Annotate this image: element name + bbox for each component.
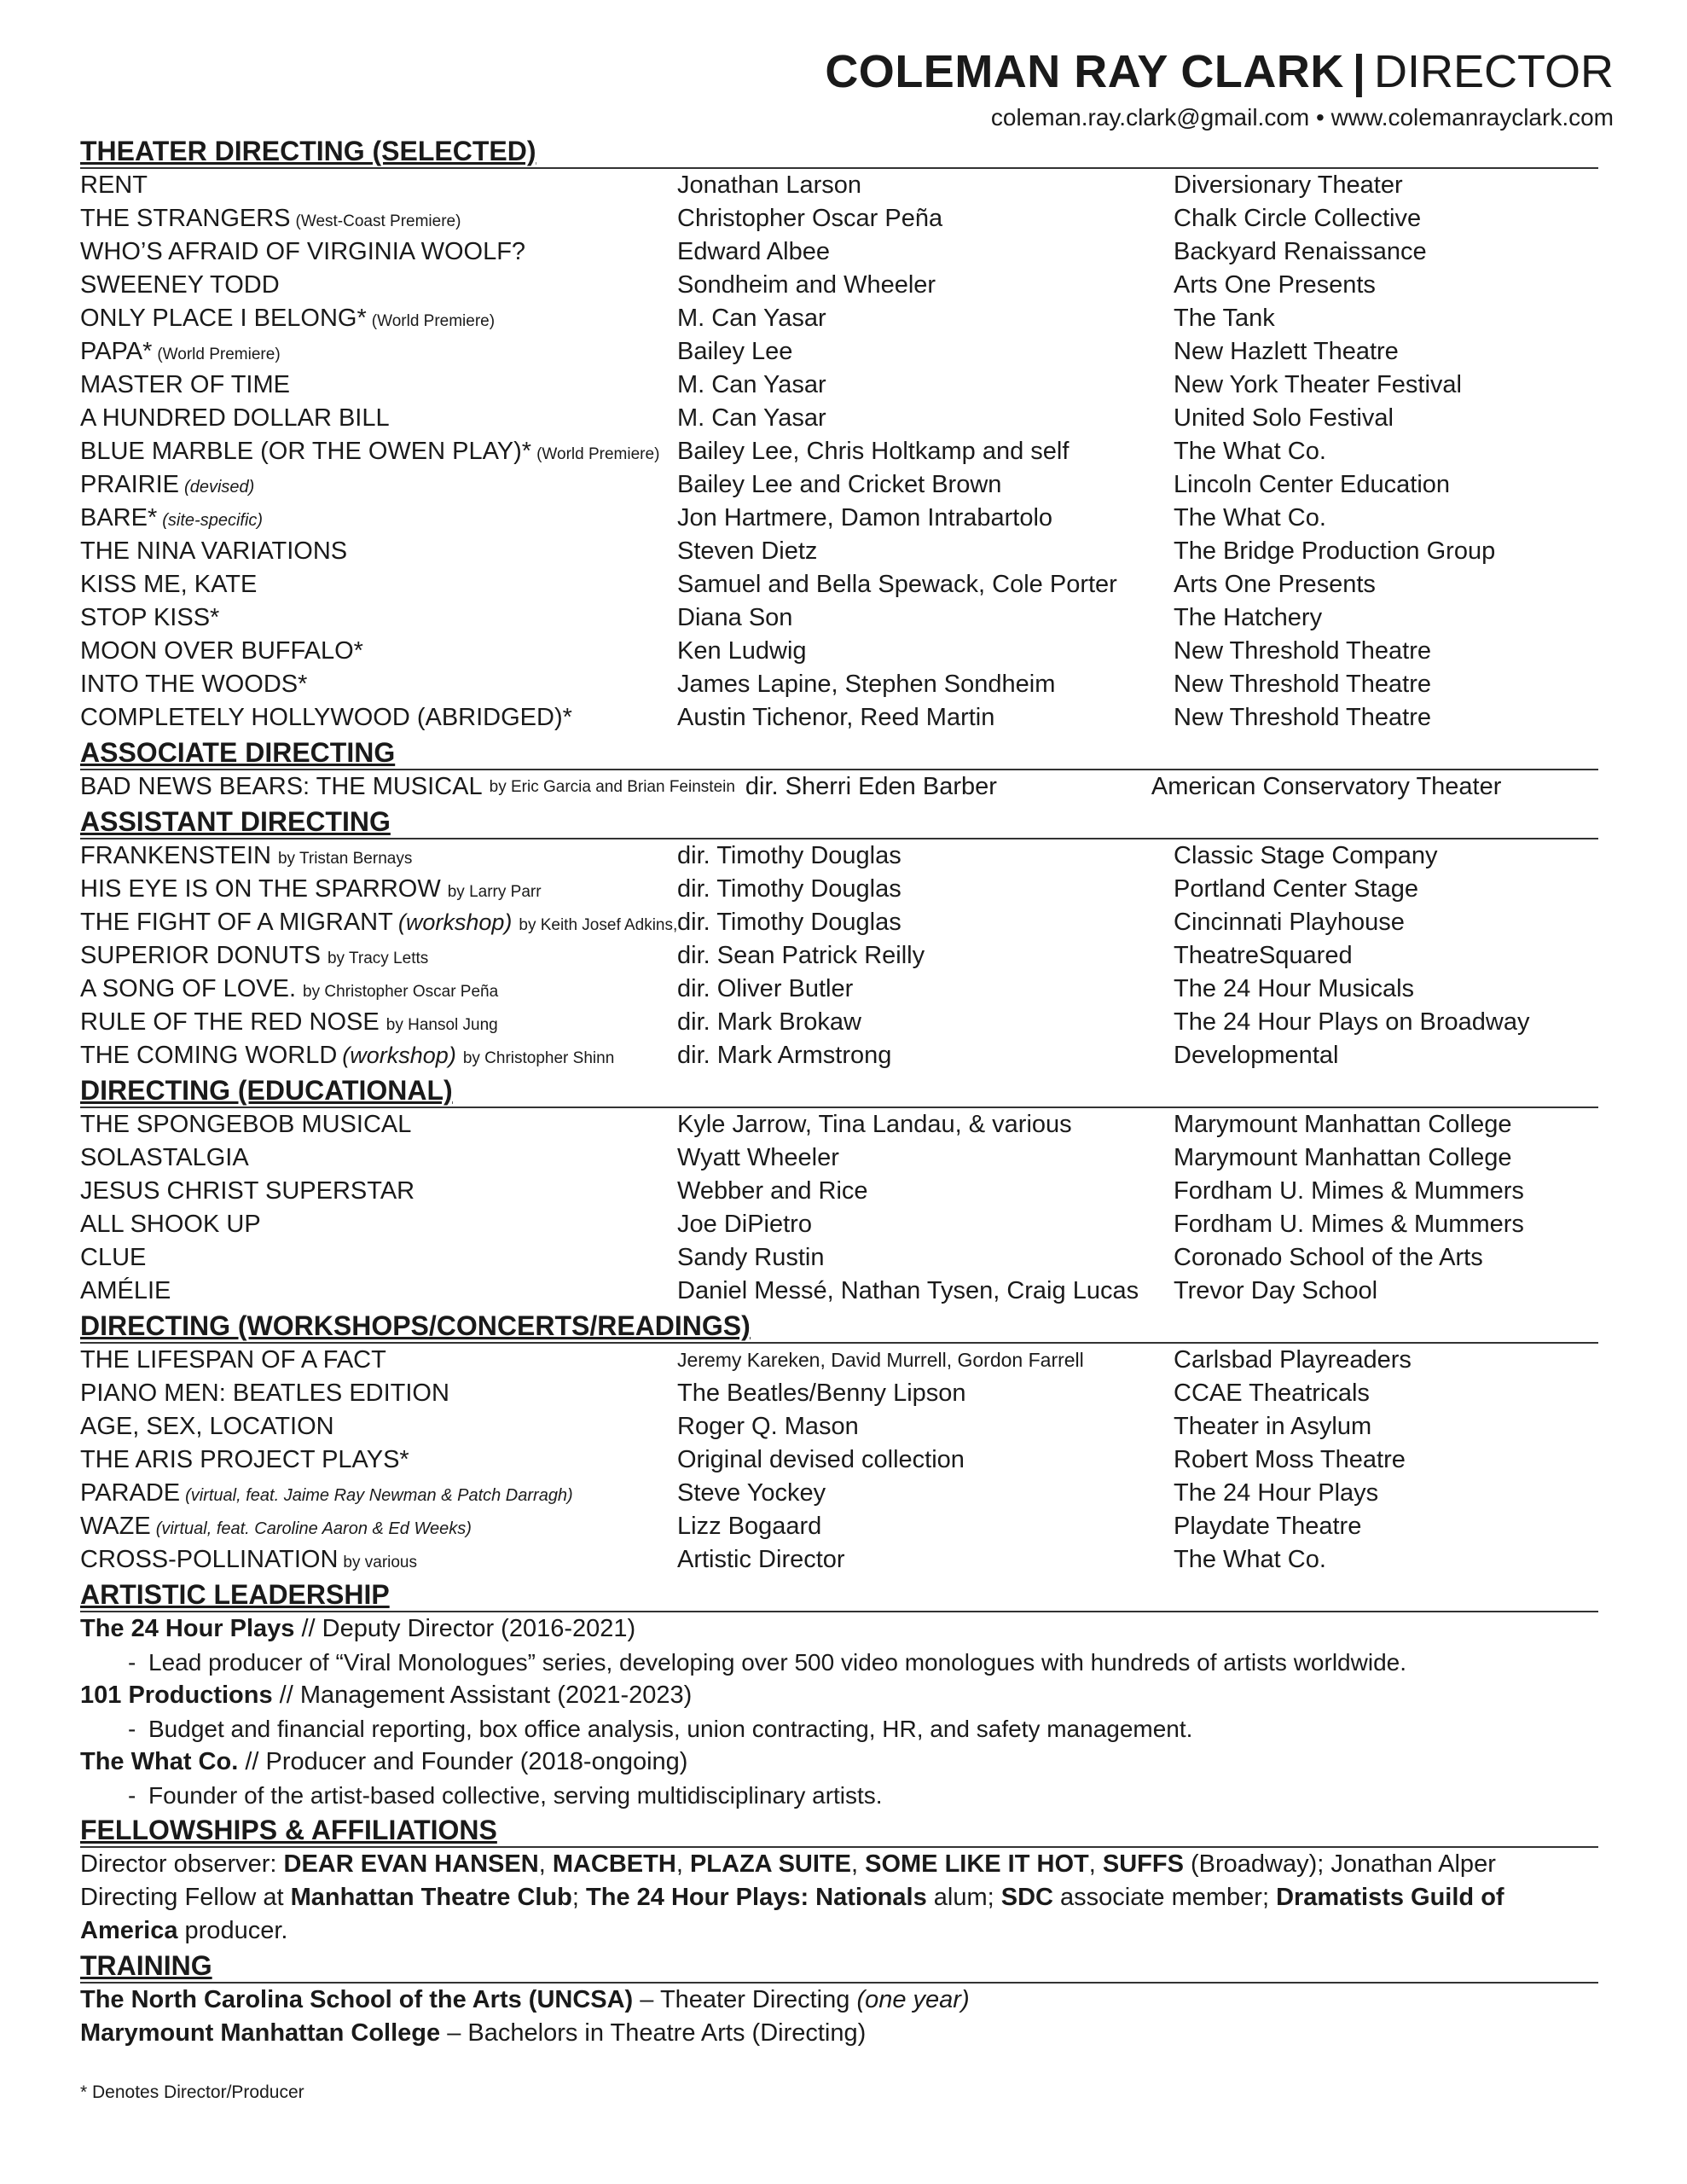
- credit-row: [80, 668, 1598, 701]
- credit-title-cell: [80, 1546, 677, 1574]
- credit-venue: Classic Stage Company: [1174, 842, 1438, 869]
- credit-title-cell: [80, 704, 677, 732]
- credit-venue: Trevor Day School: [1174, 1277, 1378, 1304]
- credit-title: THE ARIS PROJECT PLAYS*: [80, 1446, 409, 1473]
- credit-title: CROSS-POLLINATION: [80, 1546, 339, 1573]
- bullet-dash: -: [128, 1716, 136, 1742]
- credit-author: Jeremy Kareken, David Murrell, Gordon Farrell: [677, 1349, 1084, 1371]
- credit-note: (virtual, feat. Caroline Aaron & Ed Weeks): [155, 1519, 472, 1538]
- section-title-associate-directing: ASSOCIATE DIRECTING: [80, 736, 1598, 770]
- credit-title-cell: [80, 338, 677, 366]
- workshops-list: [80, 1344, 1598, 1577]
- credit-row: [80, 701, 1598, 735]
- credit-title: COMPLETELY HOLLYWOOD (ABRIDGED)*: [80, 704, 572, 731]
- leadership-role: [80, 1612, 1598, 1646]
- section-title-workshops: DIRECTING (WORKSHOPS/CONCERTS/READINGS): [80, 1310, 1598, 1344]
- credit-title: THE COMING WORLD: [80, 1042, 338, 1069]
- credit-row: [80, 568, 1598, 601]
- credit-author: Bailey Lee: [677, 338, 793, 365]
- credit-note: by various: [343, 1554, 418, 1571]
- credit-title-cell: [80, 571, 677, 599]
- credit-director: dir. Sherri Eden Barber: [745, 773, 997, 800]
- credit-venue: Arts One Presents: [1174, 571, 1376, 598]
- credit-venue: Marymount Manhattan College: [1174, 1111, 1512, 1138]
- credit-title-cell: [80, 1042, 677, 1070]
- credit-author: Roger Q. Mason: [677, 1413, 859, 1440]
- credit-row: [80, 601, 1598, 635]
- credit-row: [80, 1477, 1598, 1510]
- credit-note: (World Premiere): [157, 346, 281, 363]
- credit-title: THE LIFESPAN OF A FACT: [80, 1346, 386, 1374]
- leadership-bullet: [80, 1779, 1598, 1812]
- fellowship-text: ,: [675, 1850, 690, 1878]
- credit-author: Edward Albee: [677, 238, 830, 265]
- credit-title: INTO THE WOODS*: [80, 671, 308, 698]
- credit-title: HIS EYE IS ON THE SPARROW: [80, 875, 441, 903]
- credit-title-cell: [80, 271, 677, 299]
- credit-row: [80, 535, 1598, 568]
- resume-page: [80, 44, 1614, 2103]
- assistant-directing-list: [80, 839, 1598, 1072]
- training-list: [80, 1984, 1598, 2050]
- fellowship-text: producer.: [177, 1917, 288, 1944]
- credit-format: (workshop): [342, 1043, 456, 1068]
- credit-title: FRANKENSTEIN: [80, 842, 271, 869]
- credit-venue: United Solo Festival: [1174, 404, 1394, 432]
- credit-title-cell: [80, 305, 677, 333]
- leadership-bullet-text: Budget and financial reporting, box office analysis, union contracting, HR, and safety management.: [148, 1716, 1193, 1742]
- credit-venue: Theater in Asylum: [1174, 1413, 1372, 1440]
- credit-row: [80, 873, 1598, 906]
- credit-title-cell: [80, 238, 677, 266]
- credit-row: [80, 635, 1598, 668]
- credit-venue: Playdate Theatre: [1174, 1513, 1362, 1540]
- credit-row: [80, 235, 1598, 269]
- credit-note: (virtual, feat. Jaime Ray Newman & Patch Darragh): [185, 1486, 573, 1505]
- credit-title: BLUE MARBLE (OR THE OWEN PLAY)*: [80, 438, 532, 465]
- credit-venue: Carlsbad Playreaders: [1174, 1346, 1412, 1374]
- credit-author: Bailey Lee and Cricket Brown: [677, 471, 1002, 498]
- footnote: * Denotes Director/Producer: [80, 2082, 304, 2102]
- credit-author: Diana Son: [677, 604, 793, 631]
- credit-venue: Cincinnati Playhouse: [1174, 909, 1405, 936]
- credit-row: [80, 1006, 1598, 1039]
- credit-note: (World Premiere): [371, 312, 496, 330]
- credit-author: Kyle Jarrow, Tina Landau, & various: [677, 1111, 1072, 1138]
- credit-note: (West-Coast Premiere): [295, 212, 461, 230]
- credit-title-cell: [80, 909, 677, 937]
- credit-title: RENT: [80, 171, 148, 199]
- credit-row: [80, 1275, 1598, 1308]
- credit-title: ONLY PLACE I BELONG*: [80, 305, 367, 332]
- credit-title-cell: [80, 371, 677, 399]
- credit-title: MASTER OF TIME: [80, 371, 290, 398]
- credit-author: Sondheim and Wheeler: [677, 271, 936, 299]
- credit-title-cell: [80, 438, 677, 466]
- credit-venue: Arts One Presents: [1174, 271, 1376, 299]
- credit-author: Austin Tichenor, Reed Martin: [677, 704, 995, 731]
- training-duration: (one year): [856, 1986, 970, 2013]
- credit-title-cell: [80, 942, 677, 970]
- fellowship-text: (Broadway); Jonathan Alper Directing Fellow at: [80, 1850, 1496, 1911]
- training-item: [80, 1984, 1598, 2017]
- credit-row: [80, 906, 1598, 939]
- credit-venue: Lincoln Center Education: [1174, 471, 1451, 498]
- credit-title-cell: [80, 1346, 677, 1374]
- credit-author-note: by Hansol Jung: [386, 1016, 498, 1034]
- credit-venue: The Hatchery: [1174, 604, 1323, 631]
- credit-venue: New York Theater Festival: [1174, 371, 1462, 398]
- resume-header: [80, 44, 1614, 133]
- credit-author-note: by Larry Parr: [447, 883, 542, 901]
- credit-author: Daniel Messé, Nathan Tysen, Craig Lucas: [677, 1277, 1139, 1304]
- fellowships-paragraph: [80, 1848, 1598, 1948]
- leadership-role: [80, 1745, 1598, 1779]
- credit-venue: New Threshold Theatre: [1174, 704, 1431, 731]
- credit-title-cell: [80, 875, 677, 903]
- credit-venue: Fordham U. Mimes & Mummers: [1174, 1177, 1524, 1205]
- fellowship-text: ,: [1088, 1850, 1103, 1878]
- leadership-org: 101 Productions: [80, 1682, 273, 1709]
- educational-directing-list: [80, 1108, 1598, 1308]
- leadership-title: // Deputy Director (2016-2021): [294, 1615, 636, 1642]
- credit-title-cell: [80, 1008, 677, 1037]
- credit-title-cell: [80, 471, 677, 499]
- credit-author: M. Can Yasar: [677, 404, 826, 432]
- credit-venue: The What Co.: [1174, 1546, 1326, 1573]
- credit-title: PARADE: [80, 1479, 181, 1507]
- credit-row: [80, 1443, 1598, 1477]
- credit-author: M. Can Yasar: [677, 305, 826, 332]
- credit-title: KISS ME, KATE: [80, 571, 258, 598]
- credit-director: dir. Mark Brokaw: [677, 1008, 861, 1036]
- credit-venue: The 24 Hour Plays: [1174, 1479, 1379, 1507]
- credit-row: [80, 1141, 1598, 1175]
- credit-venue: Coronado School of the Arts: [1174, 1244, 1483, 1271]
- credit-title-cell: [80, 604, 677, 632]
- credit-venue: The What Co.: [1174, 438, 1326, 465]
- credit-row: [80, 302, 1598, 335]
- leadership-org: The 24 Hour Plays: [80, 1615, 295, 1642]
- fellowship-highlight: PLAZA SUITE: [689, 1850, 851, 1878]
- credit-note: (site-specific): [162, 511, 264, 530]
- credit-title-cell: [80, 537, 677, 566]
- credit-author: Sandy Rustin: [677, 1244, 825, 1271]
- leadership-role: [80, 1679, 1598, 1712]
- credit-note: (devised): [184, 478, 255, 497]
- credit-author: Wyatt Wheeler: [677, 1144, 839, 1171]
- credit-title: MOON OVER BUFFALO*: [80, 637, 363, 665]
- credit-title: RULE OF THE RED NOSE: [80, 1008, 380, 1036]
- credit-title: SOLASTALGIA: [80, 1144, 249, 1171]
- credit-row: [80, 269, 1598, 302]
- fellowship-text: ,: [538, 1850, 553, 1878]
- credit-venue: The 24 Hour Musicals: [1174, 975, 1415, 1002]
- credit-venue: Diversionary Theater: [1174, 171, 1403, 199]
- credit-format: (workshop): [397, 909, 513, 935]
- fellowship-highlight: The 24 Hour Plays: Nationals: [586, 1884, 927, 1911]
- credit-row: [80, 402, 1598, 435]
- credit-row: [80, 502, 1598, 535]
- credit-venue: New Threshold Theatre: [1174, 671, 1431, 698]
- credit-row: [80, 202, 1598, 235]
- credit-title-cell: [80, 1380, 677, 1408]
- credit-author: Original devised collection: [677, 1446, 965, 1473]
- credit-title-cell: [80, 975, 677, 1003]
- credit-row: [80, 1510, 1598, 1543]
- credit-row: [80, 1543, 1598, 1577]
- fellowship-text: alum;: [926, 1884, 1001, 1911]
- credit-venue: Marymount Manhattan College: [1174, 1144, 1512, 1171]
- credit-author-note: by Christopher Oscar Peña: [303, 983, 499, 1001]
- credit-venue: Portland Center Stage: [1174, 875, 1418, 903]
- credit-author-note: by Eric Garcia and Brian Feinstein: [489, 777, 735, 796]
- credit-author: Jon Hartmere, Damon Intrabartolo: [677, 504, 1053, 531]
- fellowship-text: associate member;: [1052, 1884, 1277, 1911]
- credit-row: [80, 973, 1598, 1006]
- credit-venue: Fordham U. Mimes & Mummers: [1174, 1211, 1524, 1238]
- credit-director: dir. Oliver Butler: [677, 975, 854, 1002]
- credit-title-cell: [80, 404, 677, 433]
- leadership-bullet-text: Founder of the artist-based collective, serving multidisciplinary artists.: [148, 1782, 883, 1809]
- credit-venue: American Conservatory Theater: [1151, 773, 1502, 800]
- bullet-dash: -: [128, 1649, 136, 1676]
- credit-title-cell: [80, 1413, 677, 1441]
- credit-title-cell: [80, 205, 677, 233]
- credit-title: PAPA*: [80, 338, 153, 365]
- leadership-bullet: [80, 1646, 1598, 1679]
- credit-venue: The 24 Hour Plays on Broadway: [1174, 1008, 1530, 1036]
- fellowship-highlight: DEAR EVAN HANSEN: [283, 1850, 539, 1878]
- credit-author-note: by Christopher Shinn: [462, 1049, 615, 1067]
- credit-author: Joe DiPietro: [677, 1211, 812, 1238]
- credit-row: [80, 1175, 1598, 1208]
- credit-venue: The What Co.: [1174, 504, 1326, 531]
- associate-row: [80, 770, 1598, 804]
- credit-venue: Developmental: [1174, 1042, 1339, 1069]
- credit-row: [80, 939, 1598, 973]
- credit-title: THE FIGHT OF A MIGRANT: [80, 909, 393, 936]
- fellowship-text: Director observer:: [80, 1850, 284, 1878]
- credit-title: THE STRANGERS: [80, 205, 291, 232]
- name-line: [80, 44, 1614, 99]
- fellowship-highlight: SDC: [1000, 1884, 1053, 1911]
- credit-author: Steve Yockey: [677, 1479, 826, 1507]
- section-title-educational-directing: DIRECTING (EDUCATIONAL): [80, 1074, 1598, 1108]
- credit-title: A HUNDRED DOLLAR BILL: [80, 404, 390, 432]
- training-detail: – Theater Directing: [633, 1986, 857, 2013]
- credit-row: [80, 1208, 1598, 1241]
- credit-author-note: by Tristan Bernays: [277, 850, 413, 868]
- fellowship-text: ;: [571, 1884, 587, 1911]
- leadership-bullet-text: Lead producer of “Viral Monologues” series, developing over 500 video monologues with hundreds of artists worldwide.: [148, 1649, 1406, 1676]
- credit-title-cell: [80, 671, 677, 699]
- credit-row: [80, 1377, 1598, 1410]
- theater-directing-list: [80, 169, 1598, 735]
- credit-row: [80, 1039, 1598, 1072]
- credit-title: JESUS CHRIST SUPERSTAR: [80, 1177, 415, 1205]
- credit-title: BARE*: [80, 504, 158, 531]
- credit-title-cell: [80, 842, 677, 870]
- credit-author: Steven Dietz: [677, 537, 818, 565]
- credit-row: [80, 468, 1598, 502]
- credit-title: AMÉLIE: [80, 1277, 171, 1304]
- bullet-dash: -: [128, 1782, 136, 1809]
- credit-director: dir. Timothy Douglas: [677, 875, 901, 903]
- credit-director: dir. Timothy Douglas: [677, 909, 901, 936]
- fellowship-highlight: SOME LIKE IT HOT: [865, 1850, 1089, 1878]
- credit-author: The Beatles/Benny Lipson: [677, 1380, 966, 1407]
- credit-author: Jonathan Larson: [677, 171, 862, 199]
- credit-title: STOP KISS*: [80, 604, 220, 631]
- credit-row: [80, 369, 1598, 402]
- credit-venue: Robert Moss Theatre: [1174, 1446, 1406, 1473]
- credit-venue: The Tank: [1174, 305, 1275, 332]
- credit-title: SUPERIOR DONUTS: [80, 942, 321, 969]
- credit-author-note: by Tracy Letts: [327, 950, 429, 967]
- credit-title: WAZE: [80, 1513, 151, 1540]
- credit-row: [80, 839, 1598, 873]
- section-title-artistic-leadership: ARTISTIC LEADERSHIP: [80, 1578, 1598, 1612]
- fellowship-highlight: Dramatists Guild of America: [80, 1884, 1504, 1944]
- credit-venue: The Bridge Production Group: [1174, 537, 1496, 565]
- leadership-org: The What Co.: [80, 1748, 239, 1775]
- credit-venue: Backyard Renaissance: [1174, 238, 1427, 265]
- credit-author: Christopher Oscar Peña: [677, 205, 943, 232]
- credit-title: WHO’S AFRAID OF VIRGINIA WOOLF?: [80, 238, 526, 265]
- credit-venue: TheatreSquared: [1174, 942, 1353, 969]
- credit-title: BAD NEWS BEARS: THE MUSICAL: [80, 773, 483, 800]
- credit-row: [80, 1344, 1598, 1377]
- credit-title: PRAIRIE: [80, 471, 180, 498]
- credit-title: A SONG OF LOVE.: [80, 975, 297, 1002]
- credit-author: Lizz Bogaard: [677, 1513, 822, 1540]
- leadership-bullet: [80, 1712, 1598, 1745]
- credit-author: Bailey Lee, Chris Holtkamp and self: [677, 438, 1070, 465]
- credit-row: [80, 1410, 1598, 1443]
- fellowship-highlight: MACBETH: [552, 1850, 676, 1878]
- section-title-training: TRAINING: [80, 1949, 1598, 1984]
- credit-title: PIANO MEN: BEATLES EDITION: [80, 1380, 449, 1407]
- credit-row: [80, 1108, 1598, 1141]
- credit-title: ALL SHOOK UP: [80, 1211, 261, 1238]
- credit-author: Artistic Director: [677, 1546, 845, 1573]
- credit-title-cell: [80, 171, 677, 200]
- leadership-list: [80, 1612, 1598, 1812]
- leadership-title: // Management Assistant (2021-2023): [272, 1682, 693, 1709]
- credit-note: (World Premiere): [536, 445, 660, 463]
- section-title-fellowships: FELLOWSHIPS & AFFILIATIONS: [80, 1814, 1598, 1848]
- credit-director: dir. Mark Armstrong: [677, 1042, 892, 1069]
- training-school: Marymount Manhattan College: [80, 2019, 441, 2047]
- credit-title-cell: [80, 1446, 677, 1474]
- credit-title-cell: [80, 1513, 677, 1541]
- credit-row: [80, 435, 1598, 468]
- name-separator: |: [1352, 46, 1365, 97]
- credit-director: dir. Timothy Douglas: [677, 842, 901, 869]
- credit-title: THE NINA VARIATIONS: [80, 537, 348, 565]
- fellowship-text: ,: [850, 1850, 866, 1878]
- training-school: The North Carolina School of the Arts (UNCSA): [80, 1986, 634, 2013]
- credit-author-note: by Keith Josef Adkins,: [519, 916, 678, 934]
- credit-author: M. Can Yasar: [677, 371, 826, 398]
- section-title-theater-directing: THEATER DIRECTING (SELECTED): [80, 135, 1598, 169]
- credit-title-cell: [80, 504, 677, 532]
- credit-author: Ken Ludwig: [677, 637, 807, 665]
- person-role: DIRECTOR: [1373, 46, 1614, 97]
- credit-title: SWEENEY TODD: [80, 271, 280, 299]
- credit-title: THE SPONGEBOB MUSICAL: [80, 1111, 412, 1138]
- credit-row: [80, 1241, 1598, 1275]
- section-title-assistant-directing: ASSISTANT DIRECTING: [80, 805, 1598, 839]
- credit-author: Webber and Rice: [677, 1177, 868, 1205]
- credit-title-cell: [80, 637, 677, 665]
- credit-row: [80, 335, 1598, 369]
- training-detail: – Bachelors in Theatre Arts (Directing): [440, 2019, 867, 2047]
- credit-author: James Lapine, Stephen Sondheim: [677, 671, 1056, 698]
- credit-venue: New Threshold Theatre: [1174, 637, 1431, 665]
- credit-row: [80, 169, 1598, 202]
- contact-info: coleman.ray.clark@gmail.com • www.colemanrayclark.com: [990, 104, 1614, 131]
- leadership-title: // Producer and Founder (2018-ongoing): [238, 1748, 688, 1775]
- credit-venue: New Hazlett Theatre: [1174, 338, 1399, 365]
- credit-title: CLUE: [80, 1244, 147, 1271]
- fellowship-highlight: Manhattan Theatre Club: [290, 1884, 572, 1911]
- credit-title-cell: [80, 1479, 677, 1507]
- credit-venue: CCAE Theatricals: [1174, 1380, 1370, 1407]
- credit-director: dir. Sean Patrick Reilly: [677, 942, 925, 969]
- credit-venue: Chalk Circle Collective: [1174, 205, 1422, 232]
- person-name: COLEMAN RAY CLARK: [825, 46, 1344, 97]
- credit-title: AGE, SEX, LOCATION: [80, 1413, 334, 1440]
- fellowship-highlight: SUFFS: [1102, 1850, 1184, 1878]
- credit-author: Samuel and Bella Spewack, Cole Porter: [677, 571, 1117, 598]
- training-item: [80, 2017, 1598, 2050]
